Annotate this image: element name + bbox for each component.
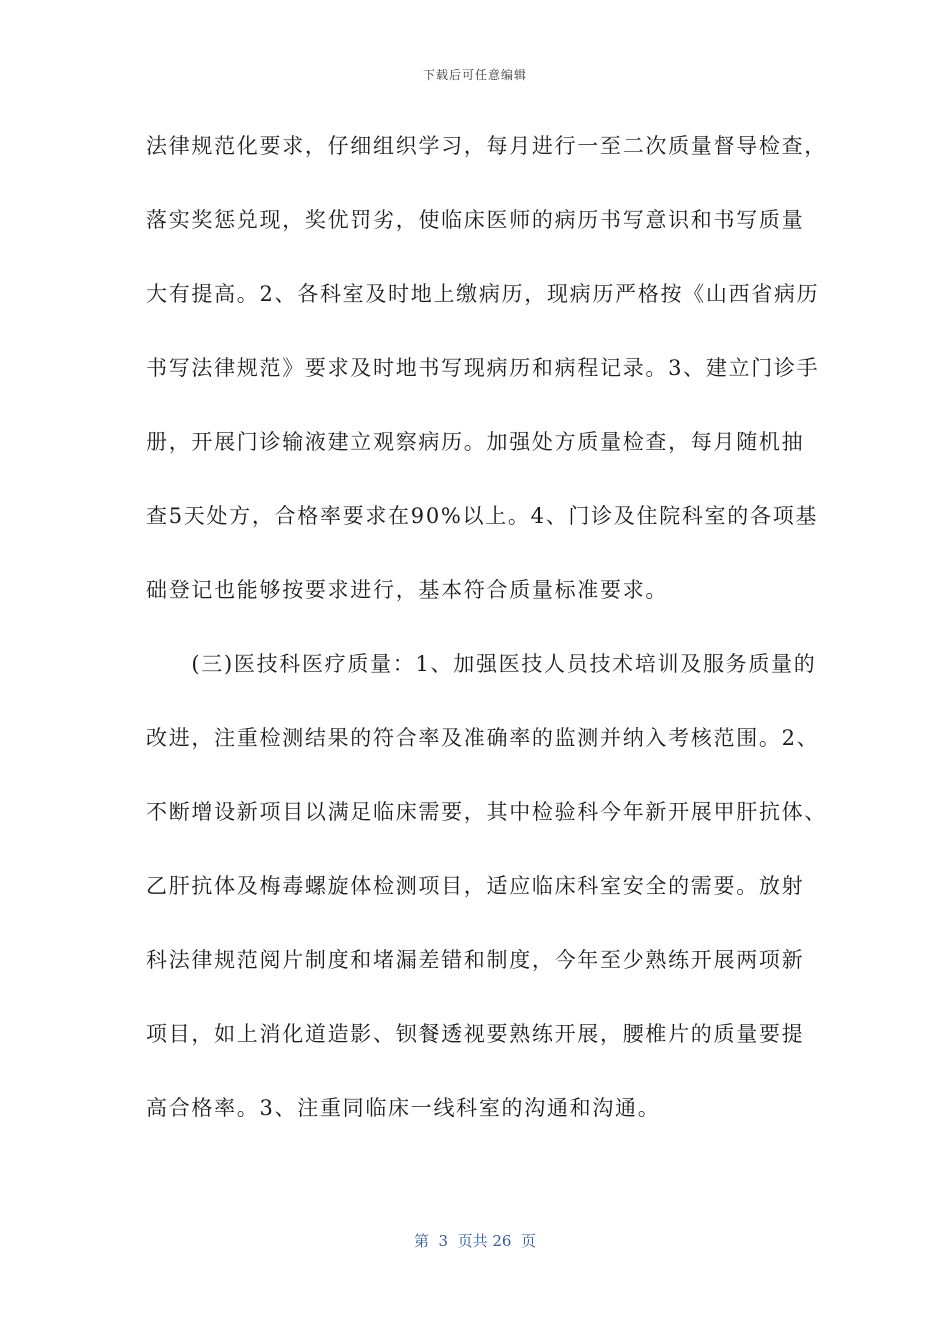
text-line-7: 础登记也能够按要求进行，基本符合质量标准要求。 (146, 578, 669, 602)
page-header-note: 下载后可任意编辑 (422, 68, 527, 82)
text-line-14: 高合格率。3、注重同临床一线科室的沟通和沟通。 (146, 1096, 661, 1120)
text-line-5: 册，开展门诊输液建立观察病历。加强处方质量检查，每月随机抽 (146, 430, 805, 454)
text-line-6: 查5天处方，合格率要求在90%以上。4、门诊及住院科室的各项基 (146, 504, 819, 528)
page-number-footer: 第 3 页共 26 页 (413, 1232, 536, 1250)
text-line-10: 不断增设新项目以满足临床需要，其中检验科今年新开展甲肝抗体、 (146, 800, 827, 824)
text-line-9: 改进，注重检测结果的符合率及准确率的监测并纳入考核范围。2、 (146, 726, 820, 750)
text-line-13: 项目，如上消化道造影、钡餐透视要熟练开展，腰椎片的质量要提 (146, 1022, 805, 1046)
text-line-12: 科法律规范阅片制度和堵漏差错和制度，今年至少熟练开展两项新 (146, 948, 805, 972)
document-body (146, 126, 827, 1162)
text-line-2: 落实奖惩兑现，奖优罚劣，使临床医师的病历书写意识和书写质量 (146, 208, 805, 232)
text-line-3: 大有提高。2、各科室及时地上缴病历，现病历严格按《山西省病历 (146, 282, 820, 306)
text-line-4: 书写法律规范》要求及时地书写现病历和病程记录。3、建立门诊手 (146, 356, 820, 380)
text-line-1: 法律规范化要求，仔细组织学习，每月进行一至二次质量督导检查， (146, 134, 827, 158)
text-line-11: 乙肝抗体及梅毒螺旋体检测项目，适应临床科室安全的需要。放射 (146, 874, 805, 898)
text-line-8: (三)医技科医疗质量：1、加强医技人员技术培训及服务质量的 (146, 652, 817, 676)
